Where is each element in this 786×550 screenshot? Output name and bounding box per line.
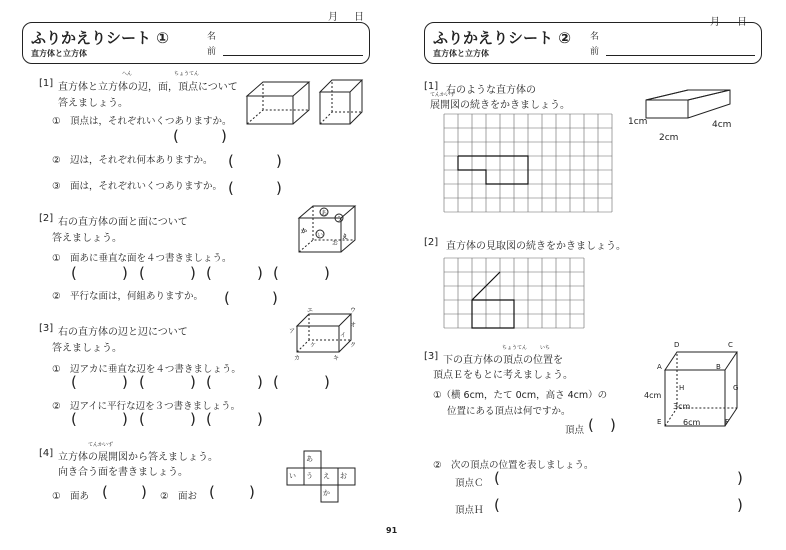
q4-answer1-open[interactable]: ( xyxy=(102,483,108,501)
sheet2-subtitle: 直方体と立方体 xyxy=(433,49,489,58)
q1-ruby-hen: へん xyxy=(122,71,133,77)
month-label-2: 月 xyxy=(710,17,720,28)
cuboid-figure xyxy=(245,78,315,128)
q2-answer5-close[interactable]: ) xyxy=(272,289,278,307)
r-q3-answer1-open[interactable]: ( xyxy=(588,416,594,434)
q3-number: [3] xyxy=(39,323,54,334)
box-vertex-f: F xyxy=(725,418,730,426)
face-u-label: う xyxy=(336,216,343,223)
box-vertex-c: C xyxy=(728,341,733,349)
vertex-e-label: エ xyxy=(307,307,314,314)
q1-answer2-close[interactable]: ) xyxy=(276,152,282,170)
q1-item1: ① 頂点は，それぞれいくつありますか。 xyxy=(52,116,232,127)
sheet2-header xyxy=(424,22,762,64)
box-dim-d: 3cm xyxy=(673,402,691,411)
r-q3-item1b: 位置にある頂点は何ですか。 xyxy=(447,406,571,417)
q2-answer2-open[interactable]: ( xyxy=(139,264,145,282)
r-q3-item2: ② 次の頂点の位置を表しましょう。 xyxy=(433,460,594,471)
q4-text1: 立方体の展開図から答えましょう。 xyxy=(58,452,218,463)
page-number: 91 xyxy=(386,526,398,535)
q4-number: [4] xyxy=(39,448,54,459)
q3-answer5-close[interactable]: ) xyxy=(122,410,128,428)
q2-answer2-close[interactable]: ) xyxy=(190,264,196,282)
q1-text2: 答えましょう。 xyxy=(58,98,128,109)
box-vertex-g: G xyxy=(733,384,739,392)
name-label-1: 名 xyxy=(207,32,217,42)
q3-answer3-close[interactable]: ) xyxy=(257,373,263,391)
r-q2-number: [2] xyxy=(424,237,439,248)
face-o-label: お xyxy=(332,240,339,247)
box-dim-w: 6cm xyxy=(683,418,701,427)
q2-answer1-open[interactable]: ( xyxy=(71,264,77,282)
r-q3-item1a: ①（横 6cm，たて 0cm，高さ 4cm）の xyxy=(433,390,608,401)
box-vertex-a: A xyxy=(657,363,662,371)
q4-answer2-label: ② 面お xyxy=(160,491,198,502)
name-label-2: 前 xyxy=(207,47,217,57)
q1-number: [1] xyxy=(39,78,54,89)
q4-answer1-close[interactable]: ) xyxy=(141,483,147,501)
sheet1-subtitle: 直方体と立方体 xyxy=(31,49,87,58)
net-face-u: う xyxy=(306,472,313,480)
q3-answer5-open[interactable]: ( xyxy=(71,410,77,428)
q2-answer1-close[interactable]: ) xyxy=(122,264,128,282)
q3-answer1-close[interactable]: ) xyxy=(122,373,128,391)
q2-item2: ② 平行な面は，何組ありますか。 xyxy=(52,291,204,302)
vertex-ke-label: ケ xyxy=(310,342,317,349)
q4-text2: 向き合う面を書きましょう。 xyxy=(58,467,188,478)
r-q3-vertex-h: 頂点Ｈ xyxy=(455,505,484,516)
vertex-ka-label: カ xyxy=(294,355,301,362)
r-q1-dim-h: 1cm xyxy=(628,117,648,127)
q3-answer4-open[interactable]: ( xyxy=(273,373,279,391)
net-face-o: お xyxy=(340,472,347,480)
r-q1-ruby: てんかいず xyxy=(430,92,456,98)
name-line xyxy=(223,55,363,56)
name-label-4: 前 xyxy=(590,47,600,57)
r-q3-answer-h-close[interactable]: ) xyxy=(737,496,743,514)
r-q3-answer-label: 頂点 xyxy=(565,425,585,436)
r-q3-vertex-c: 頂点Ｃ xyxy=(455,478,484,489)
q2-number: [2] xyxy=(39,213,54,224)
q3-answer4-close[interactable]: ) xyxy=(324,373,330,391)
q1-item3: ③ 面は，それぞれいくつありますか。 xyxy=(52,181,223,192)
r-q1-grid xyxy=(444,114,612,214)
face-ka-label: か xyxy=(301,228,308,235)
r-q3-ruby-ichi: いち xyxy=(540,345,551,351)
vertex-o-label: オ xyxy=(350,322,357,329)
q3-answer7-open[interactable]: ( xyxy=(206,410,212,428)
vertex-u-label: ウ xyxy=(350,307,357,314)
name-line-2 xyxy=(606,55,755,56)
r-q2-text1: 直方体の見取図の続きをかきましょう。 xyxy=(446,241,626,252)
month-label: 月 xyxy=(328,12,338,23)
box-vertex-b: B xyxy=(716,363,721,371)
cube-net xyxy=(283,450,363,512)
q4-answer1-label: ① 面あ xyxy=(52,491,90,502)
r-q1-number: [1] xyxy=(424,81,439,92)
q1-item2: ② 辺は，それぞれ何本ありますか。 xyxy=(52,155,213,166)
q2-text2: 答えましょう。 xyxy=(52,233,122,244)
face-e-label: え xyxy=(342,234,349,241)
q3-item2: ② 辺アイに平行な辺を３つ書きましょう。 xyxy=(52,401,241,412)
vertex-i-label: イ xyxy=(340,332,347,339)
q4-answer2-open[interactable]: ( xyxy=(209,483,215,501)
q3-answer6-open[interactable]: ( xyxy=(139,410,145,428)
sheet1-title: ふりかえりシート ① xyxy=(31,29,169,47)
r-q1-dim-d: 2cm xyxy=(659,133,679,143)
q3-answer7-close[interactable]: ) xyxy=(257,410,263,428)
q1-ruby-choten: ちょうてん xyxy=(174,71,200,77)
box-vertex-e: E xyxy=(657,418,662,426)
q2-answer3-open[interactable]: ( xyxy=(206,264,212,282)
net-face-ka: か xyxy=(323,489,330,497)
q4-ruby: てんかいず xyxy=(88,442,114,448)
name-label-3: 名 xyxy=(590,32,600,42)
q3-answer2-close[interactable]: ) xyxy=(190,373,196,391)
vertex-ki-label: キ xyxy=(333,355,340,362)
q2-answer5-open[interactable]: ( xyxy=(224,289,230,307)
net-face-i: い xyxy=(289,472,296,480)
r-q3-text1: 下の直方体の頂点の位置を xyxy=(443,355,563,366)
vertex-ku-label: ク xyxy=(350,342,357,349)
q1-answer3-open[interactable]: ( xyxy=(228,179,234,197)
r-q3-answer-c-close[interactable]: ) xyxy=(737,469,743,487)
day-label: 日 xyxy=(354,12,364,23)
box-vertex-d: D xyxy=(674,341,680,349)
q3-answer6-close[interactable]: ) xyxy=(190,410,196,428)
r-q3-number: [3] xyxy=(424,351,439,362)
r-q3-answer-c-open[interactable]: ( xyxy=(494,469,500,487)
net-face-e: え xyxy=(323,472,330,480)
q3-item1: ① 辺アカに垂直な辺を４つ書きましょう。 xyxy=(52,364,241,375)
q1-answer1-close[interactable]: ) xyxy=(221,127,227,145)
q1-answer2-open[interactable]: ( xyxy=(228,152,234,170)
q1-text1: 直方体と立方体の辺，面，頂点について xyxy=(58,82,238,93)
q3-text1: 右の直方体の辺と辺について xyxy=(58,327,188,338)
q3-answer1-open[interactable]: ( xyxy=(71,373,77,391)
sheet1-header xyxy=(22,22,370,64)
box-vertex-h: H xyxy=(679,384,685,392)
q2-item1: ① 面あに垂直な面を４つ書きましょう。 xyxy=(52,253,232,264)
q1-answer3-close[interactable]: ) xyxy=(276,179,282,197)
r-q3-ruby-choten: ちょうてん xyxy=(502,345,528,351)
q3-text2: 答えましょう。 xyxy=(52,343,122,354)
q2-answer4-open[interactable]: ( xyxy=(273,264,279,282)
q2-answer4-close[interactable]: ) xyxy=(324,264,330,282)
sheet2-title: ふりかえりシート ② xyxy=(433,29,571,47)
face-i-label: い xyxy=(317,232,324,239)
r-q1-text1: 右のような直方体の xyxy=(446,85,536,96)
r-q3-text2: 頂点Ｅをもとに考えましょう。 xyxy=(433,370,573,381)
r-q3-answer-h-open[interactable]: ( xyxy=(494,496,500,514)
cube-figure xyxy=(318,78,368,130)
r-q3-box xyxy=(655,342,740,430)
q2-text1: 右の直方体の面と面について xyxy=(58,217,188,228)
net-face-a: あ xyxy=(306,455,313,463)
day-label-2: 日 xyxy=(737,17,747,28)
box-dim-h: 4cm xyxy=(644,391,662,400)
face-a-label: あ xyxy=(321,210,328,217)
vertex-a-label: ア xyxy=(289,328,296,335)
q3-answer3-open[interactable]: ( xyxy=(206,373,212,391)
q4-answer2-close[interactable]: ) xyxy=(249,483,255,501)
r-q1-text2: 展開図の続きをかきましょう。 xyxy=(430,100,570,111)
q1-answer1-open[interactable]: ( xyxy=(173,127,179,145)
r-q3-answer1-close[interactable]: ) xyxy=(610,416,616,434)
r-q2-grid xyxy=(444,258,586,330)
q2-answer3-close[interactable]: ) xyxy=(257,264,263,282)
r-q1-dim-w: 4cm xyxy=(712,120,732,130)
q3-answer2-open[interactable]: ( xyxy=(139,373,145,391)
